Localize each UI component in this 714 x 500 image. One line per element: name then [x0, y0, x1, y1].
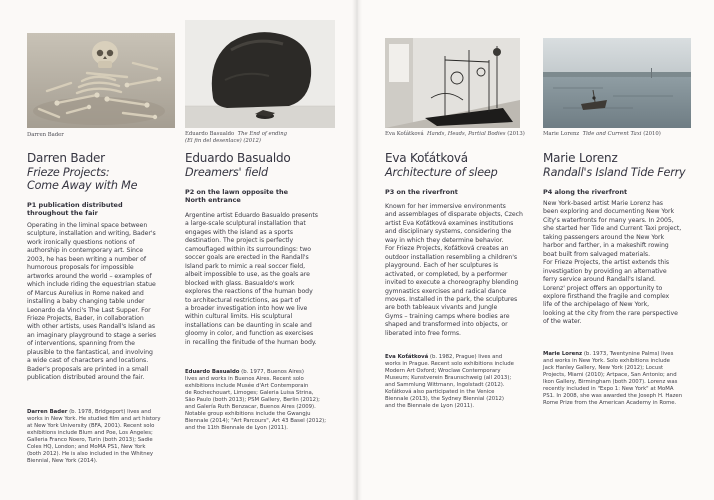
body-line: a large-scale sculptural installation that: [185, 220, 306, 228]
body-line: Lorenz' project offers an opportunity to: [543, 284, 663, 292]
caption-artist: Eva Koťátková: [385, 131, 424, 137]
caption-year: (El fin del desenlace) (2012): [185, 138, 261, 144]
body-line: of interventions, spanning from the: [27, 340, 135, 348]
body-line: in recalling the finitude of the human body.: [185, 338, 317, 346]
bio-name: Eduardo Basualdo: [185, 369, 240, 375]
body-line: gloomy in color, and function as exercises: [185, 330, 314, 338]
bio-line: [27, 409, 182, 416]
photo-caption-kotatkova: [385, 131, 525, 138]
body-line: artist Eva Koťátková examines institutions: [385, 219, 514, 227]
project-title-line: Frieze Projects:: [27, 166, 110, 179]
bio-line: São Paulo (both 2013); PSM Gallery, Berlin (2012);: [185, 397, 320, 404]
body-line: Leonardo da Vinci's The Last Supper. For: [27, 306, 151, 314]
body-line: ferry service around Randall's Island.: [543, 276, 656, 284]
caption-line: [185, 131, 287, 138]
body-line: way in which they determine behavior.: [385, 236, 504, 244]
artwork-photo-kotatkova: [385, 38, 520, 128]
bio-line: lives and works in Buenos Aires. Recent solo: [185, 376, 304, 383]
body-line: For Frieze Projects, Koťátková creates an: [385, 245, 509, 253]
body-line: explores the reactions of the human body: [185, 288, 313, 296]
project-title-line: Architecture of sleep: [385, 166, 498, 179]
river-ferry-image: [543, 38, 691, 128]
location-line: P2 on the lawn opposite the: [185, 188, 289, 196]
bio-text: (b. 1973, Twentynine Palms) lives: [582, 351, 674, 357]
bio-name: Eva Koťátková: [385, 354, 429, 360]
bio-line: and works in New York. Solo exhibitions include: [543, 358, 670, 365]
location-line: North entrance: [185, 196, 241, 205]
bio-line: Coles HQ, London; and MoMA PS1, New York: [27, 444, 146, 451]
bio-line: Modern Art Oxford; Wroclaw Contemporary: [385, 368, 501, 375]
body-line: taking passengers around the New York: [543, 233, 665, 241]
body-line: life of the archipelago of New York,: [543, 301, 650, 309]
body-line: looking at the city from the rare perspective: [543, 309, 678, 317]
body-line: Bader's proposals are printed in a small: [27, 365, 149, 373]
page-gutter: [352, 0, 362, 500]
bio-text: (b. 1982, Prague) lives and: [428, 354, 503, 360]
bio-line: Ikon Gallery, Birmingham (both 2007). Lorenz was: [543, 379, 678, 386]
caption-work: Tide and Current Taxi: [582, 131, 642, 137]
body-line: moves. Installed in the park, the sculptures: [385, 295, 518, 303]
body-line: an imaginary playground to stage a series: [27, 331, 157, 339]
bio-line: [185, 369, 345, 376]
photo-caption-bader: [27, 132, 64, 139]
body-line: destination. The project is perfectly: [185, 237, 294, 245]
bio-line: [543, 351, 703, 358]
caption-line: [185, 138, 287, 145]
bio-line: and Sammlung Wittmann, Ingolstadt (2012).: [385, 382, 505, 389]
bio-line: exhibitions include Musée d'Art Contemporain: [185, 383, 309, 390]
body-line: 2003, he has been writing a number of: [27, 255, 146, 263]
bio-line: works in Prague. Recent solo exhibitions include: [385, 361, 514, 368]
location-line: P3 on the riverfront: [385, 188, 458, 196]
description-bader: [27, 222, 179, 383]
sculpture-installation-image: [385, 38, 520, 128]
body-line: with other artists, uses Randall's Island as: [27, 323, 156, 331]
project-title-line: Randall's Island Tide Ferry: [543, 166, 686, 179]
bio-line: Museum; Kunstverein Braunschweig (all 2013);: [385, 375, 512, 382]
caption-year: (2013): [507, 131, 525, 137]
body-line: of the water.: [543, 318, 582, 326]
bio-line: at New York University (BFA, 2001). Recent solo: [27, 423, 155, 430]
body-line: Known for her immersive environments: [385, 203, 506, 210]
bio-name: Marie Lorenz: [543, 351, 583, 357]
body-line: installations can be daunting in scale and: [185, 321, 312, 329]
location-line: throughout the fair: [27, 209, 98, 218]
bio-line: Koťátková also participated in the Venice: [385, 389, 495, 396]
caption-year: (2010): [643, 131, 661, 137]
bio-line: Galleria Franco Noero, Turin (both 2013); Sadie: [27, 437, 153, 444]
bio-line: PS1. In 2008, she was awarded the Joseph H. Hazen: [543, 393, 683, 400]
artist-name-basualdo: Eduardo Basualdo: [185, 151, 291, 165]
project-title-bader: [27, 166, 137, 192]
project-title-lorenz: [543, 166, 685, 179]
description-basualdo: [185, 212, 345, 347]
body-line: been exploring and documenting New York: [543, 208, 675, 216]
bio-line: and the 11th Biennale de Lyon (2011).: [185, 425, 289, 432]
body-line: installing a baby changing table under: [27, 298, 145, 306]
bio-kotatkova: [385, 354, 535, 410]
artist-name-kotatkova: Eva Koťátková: [385, 151, 468, 165]
bio-line: [385, 354, 535, 361]
body-line: and disciplinary systems, considering the: [385, 228, 512, 236]
body-line: Argentine artist Eduardo Basualdo presents: [185, 212, 318, 219]
caption-work: Hands, Heads, Partial Bodies: [427, 131, 506, 137]
body-line: investigation by providing an alternative: [543, 267, 667, 275]
body-line: blocked with glass. Basualdo's work: [185, 279, 295, 287]
boulder-artwork-image: [185, 20, 335, 128]
location-lorenz: [543, 188, 627, 196]
body-line: are both tableaux vivants and Jungle: [385, 304, 498, 312]
body-line: camouflaged within its surroundings: two: [185, 245, 311, 253]
location-bader: [27, 201, 123, 218]
bio-line: Rome Prize from the American Academy in Rome.: [543, 400, 677, 407]
project-title-basualdo: [185, 166, 268, 179]
project-title-kotatkova: [385, 166, 497, 179]
body-line: which include riding the equestrian statue: [27, 281, 156, 289]
location-line: P1 publication distributed: [27, 201, 123, 209]
body-line: authorship in contemporary art. Since: [27, 247, 143, 255]
body-line: sculpture, installation and writing, Bader's: [27, 230, 156, 238]
caption-work: The End of ending: [237, 131, 287, 137]
bio-line: exhibitions include Blum and Poe, Los Angeles;: [27, 430, 153, 437]
artwork-photo-bader: [27, 33, 175, 128]
body-line: playground. Each of her sculptures is: [385, 262, 499, 270]
body-line: a broader investigation into how we live: [185, 304, 308, 312]
body-line: explore firsthand the fragile and complex: [543, 292, 670, 300]
body-line: gymnastics exercises and radical dance: [385, 287, 507, 295]
bio-line: recently included in "Expo 1: New York" at MoMA: [543, 386, 674, 393]
body-line: City's waterfronts for many years. In 2005,: [543, 216, 674, 224]
body-line: For Frieze Projects, the artist extends this: [543, 259, 670, 267]
body-line: activated, or completed, by a performer: [385, 270, 508, 278]
photo-caption-basualdo: [185, 131, 287, 145]
body-line: Gyms – training camps where bodies are: [385, 312, 510, 320]
bio-line: and the Biennale de Lyon (2011).: [385, 403, 475, 410]
description-kotatkova: [385, 203, 535, 338]
body-line: work ironically questions notions of: [27, 238, 135, 246]
body-line: soccer goals are erected in the Randall's: [185, 254, 309, 262]
bio-line: Biennial, New York (2014).: [27, 458, 98, 465]
body-line: invited to execute a choreography blending: [385, 279, 519, 287]
bio-line: and Galería Ruth Benzacar, Buenos Aires (2009).: [185, 404, 316, 411]
photo-caption-lorenz: [543, 131, 661, 138]
caption-artist: Darren Bader: [27, 132, 64, 138]
bio-bader: [27, 409, 182, 465]
body-line: outdoor installation resembling a children's: [385, 253, 518, 261]
project-title-line: Dreamers' field: [185, 166, 268, 179]
body-line: and assemblages of disparate objects, Czech: [385, 211, 523, 219]
body-line: to architectural restrictions, as part of: [185, 296, 301, 304]
body-line: harbor and farther, in a makeshift rowing: [543, 242, 669, 250]
body-line: engages with the island as a sports: [185, 228, 293, 236]
body-line: Operating in the liminal space between: [27, 222, 148, 229]
caption-artist: Marie Lorenz: [543, 131, 580, 137]
bio-line: works in New York. He studied film and art history: [27, 416, 161, 423]
body-line: Island park to mimic a real soccer field,: [185, 262, 306, 270]
location-basualdo: [185, 188, 288, 205]
body-line: shaped and transformed into objects, or: [385, 321, 508, 329]
artwork-photo-basualdo: [185, 20, 335, 128]
bio-line: Projects, Miami (2010); Artpace, San Antonio; and: [543, 372, 677, 379]
bio-line: de Rochechouart, Limoges; Galeria Luisa Strina,: [185, 390, 314, 397]
bio-text: (b. 1978, Bridgeport) lives and: [67, 409, 152, 415]
bio-line: Biennale (2013), the Sydney Biennial (2012): [385, 396, 504, 403]
description-lorenz: [543, 200, 701, 327]
bio-name: Darren Bader: [27, 409, 68, 415]
body-line: humorous proposals for impossible: [27, 264, 134, 272]
body-line: liberated into free forms.: [385, 329, 461, 337]
artist-name-lorenz: Marie Lorenz: [543, 151, 618, 165]
body-line: she started her Tide and Current Taxi project,: [543, 225, 682, 233]
body-line: a wide cast of characters and locations.: [27, 357, 149, 365]
caption-artist: Eduardo Basualdo: [185, 131, 235, 137]
body-line: publication distributed around the fair.: [27, 374, 145, 382]
body-line: boat built from salvaged materials.: [543, 250, 651, 258]
body-line: New York-based artist Marie Lorenz has: [543, 200, 663, 207]
skeleton-artwork-image: [27, 33, 175, 128]
bio-text: (b. 1977, Buenos Aires): [239, 369, 304, 375]
body-line: plausible to the fantastical, and involving: [27, 348, 153, 356]
body-line: within cultural limits. His sculptural: [185, 313, 293, 321]
body-line: of Marcus Aurelius in Rome naked and: [27, 289, 144, 297]
body-line: Frieze Projects, Bader, in collaboration: [27, 314, 144, 322]
bio-line: Notable group exhibitions include the Gwangju: [185, 411, 311, 418]
artwork-photo-lorenz: [543, 38, 691, 128]
bio-basualdo: [185, 369, 345, 432]
artist-name-bader: Darren Bader: [27, 151, 105, 165]
project-title-line: Come Away with Me: [27, 179, 138, 192]
location-line: P4 along the riverfront: [543, 188, 628, 196]
body-line: albeit impossible to use, as the goals are: [185, 271, 310, 279]
body-line: artworks around the world – examples of: [27, 272, 152, 280]
location-kotatkova: [385, 188, 458, 196]
bio-line: Biennale (2014); "Art Parcours", Art 43 Basel (2012);: [185, 418, 327, 425]
bio-lorenz: [543, 351, 703, 407]
bio-line: Jack Hanley Gallery, New York (2012); Locust: [543, 365, 664, 372]
bio-line: (both 2012). He is also included in the Whitney: [27, 451, 154, 458]
